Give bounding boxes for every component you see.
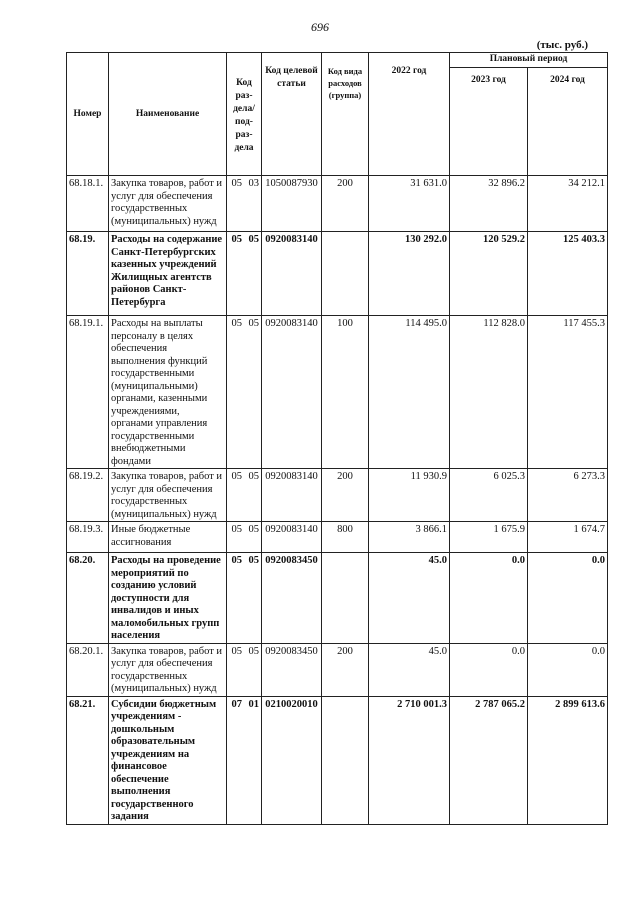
row-number: 68.19.1. <box>67 316 109 469</box>
table-row <box>67 316 608 469</box>
table-row <box>67 643 608 696</box>
header-section-code <box>227 53 262 176</box>
row-number: 68.20.1. <box>67 643 109 696</box>
row-section: 05 <box>227 176 245 232</box>
header-target-code: Код целевой статьи <box>262 53 322 176</box>
row-subsection: 03 <box>245 176 262 232</box>
row-target-code: 0920083140 <box>262 232 322 316</box>
row-2024: 6 273.3 <box>528 469 608 522</box>
row-2024: 34 212.1 <box>528 176 608 232</box>
row-name: Расходы на содержание Санкт-Петербургских казенных учреждений Жилищных агентств районов Санкт-Петербурга <box>109 232 227 316</box>
header-section-code-text: Код раз- дела/ под- раз- дела <box>233 78 255 153</box>
row-target-code: 0920083450 <box>262 643 322 696</box>
row-number: 68.19. <box>67 232 109 316</box>
header-planned-period: Плановый период <box>450 53 608 68</box>
header-expense-type: Код вида расходов (группа) <box>322 53 369 176</box>
row-2023: 0.0 <box>450 553 528 644</box>
row-section: 05 <box>227 469 245 522</box>
row-name: Закупка товаров, работ и услуг для обеспечения государственных (муниципальных) нужд <box>109 176 227 232</box>
row-subsection: 05 <box>245 643 262 696</box>
row-number: 68.18.1. <box>67 176 109 232</box>
row-2022: 114 495.0 <box>369 316 450 469</box>
row-section: 05 <box>227 553 245 644</box>
row-number: 68.20. <box>67 553 109 644</box>
row-2023: 1 675.9 <box>450 522 528 553</box>
row-subsection: 05 <box>245 316 262 469</box>
row-section: 05 <box>227 232 245 316</box>
row-number: 68.19.2. <box>67 469 109 522</box>
row-2022: 45.0 <box>369 553 450 644</box>
row-target-code: 1050087930 <box>262 176 322 232</box>
row-2023: 0.0 <box>450 643 528 696</box>
row-2023: 120 529.2 <box>450 232 528 316</box>
header-number: Номер <box>67 53 109 176</box>
row-name: Закупка товаров, работ и услуг для обеспечения государственных (муниципальных) нужд <box>109 469 227 522</box>
table-row <box>67 176 608 232</box>
header-2024: 2024 год <box>528 68 608 176</box>
units-label: (тыс. руб.) <box>536 39 588 51</box>
row-expense-type <box>322 696 369 824</box>
table-row <box>67 232 608 316</box>
table-row <box>67 553 608 644</box>
row-expense-type: 100 <box>322 316 369 469</box>
page-number: 696 <box>311 20 329 34</box>
row-2024: 0.0 <box>528 643 608 696</box>
header-2023: 2023 год <box>450 68 528 176</box>
row-name: Иные бюджетные ассигнования <box>109 522 227 553</box>
row-2022: 45.0 <box>369 643 450 696</box>
row-subsection: 01 <box>245 696 262 824</box>
row-2023: 6 025.3 <box>450 469 528 522</box>
row-target-code: 0920083140 <box>262 522 322 553</box>
row-2022: 130 292.0 <box>369 232 450 316</box>
row-number: 68.21. <box>67 696 109 824</box>
row-expense-type <box>322 553 369 644</box>
row-expense-type: 200 <box>322 643 369 696</box>
row-2022: 31 631.0 <box>369 176 450 232</box>
row-2022: 11 930.9 <box>369 469 450 522</box>
table-row <box>67 469 608 522</box>
row-target-code: 0210020010 <box>262 696 322 824</box>
row-section: 07 <box>227 696 245 824</box>
budget-table <box>66 52 608 825</box>
row-name: Закупка товаров, работ и услуг для обеспечения государственных (муниципальных) нужд <box>109 643 227 696</box>
row-name: Расходы на проведение мероприятий по созданию условий доступности для инвалидов и иных маломобильных групп населения <box>109 553 227 644</box>
row-target-code: 0920083450 <box>262 553 322 644</box>
row-2023: 112 828.0 <box>450 316 528 469</box>
table-row <box>67 696 608 824</box>
header-name: Наименование <box>109 53 227 176</box>
row-2023: 32 896.2 <box>450 176 528 232</box>
row-2023: 2 787 065.2 <box>450 696 528 824</box>
row-subsection: 05 <box>245 469 262 522</box>
row-2024: 125 403.3 <box>528 232 608 316</box>
row-expense-type: 800 <box>322 522 369 553</box>
row-target-code: 0920083140 <box>262 469 322 522</box>
header-2022: 2022 год <box>369 53 450 176</box>
row-2022: 2 710 001.3 <box>369 696 450 824</box>
row-2024: 0.0 <box>528 553 608 644</box>
row-target-code: 0920083140 <box>262 316 322 469</box>
row-2022: 3 866.1 <box>369 522 450 553</box>
row-name: Расходы на выплаты персоналу в целях обеспечения выполнения функций государственными (муниципальными) органами, казенными учреждениями, органами управления государственными внебюджетными фондами <box>109 316 227 469</box>
row-2024: 117 455.3 <box>528 316 608 469</box>
row-subsection: 05 <box>245 553 262 644</box>
row-expense-type <box>322 232 369 316</box>
row-2024: 2 899 613.6 <box>528 696 608 824</box>
row-expense-type: 200 <box>322 469 369 522</box>
row-section: 05 <box>227 316 245 469</box>
row-subsection: 05 <box>245 232 262 316</box>
row-section: 05 <box>227 643 245 696</box>
row-number: 68.19.3. <box>67 522 109 553</box>
row-section: 05 <box>227 522 245 553</box>
table-row <box>67 522 608 553</box>
row-2024: 1 674.7 <box>528 522 608 553</box>
row-subsection: 05 <box>245 522 262 553</box>
row-expense-type: 200 <box>322 176 369 232</box>
row-name: Субсидии бюджетным учреждениям - дошкольным образовательным учреждениям на финансовое обеспечение выполнения государственного задания <box>109 696 227 824</box>
